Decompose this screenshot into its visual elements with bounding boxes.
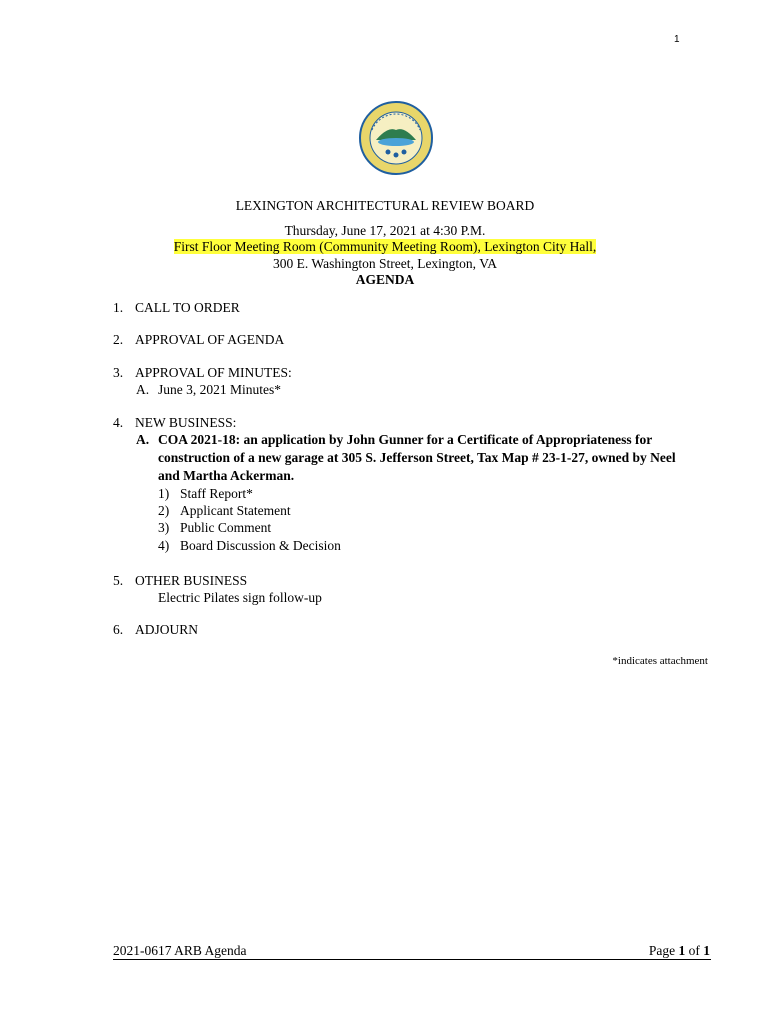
footer-rule: [113, 959, 711, 960]
step-applicant-statement: 2) Applicant Statement: [158, 503, 291, 518]
agenda-label: AGENDA: [355, 272, 415, 287]
meeting-address: 300 E. Washington Street, Lexington, VA: [273, 256, 497, 271]
other-business-entry: Electric Pilates sign follow-up: [158, 590, 322, 605]
attachment-note: *indicates attachment: [612, 655, 708, 667]
step-staff-report: 1) Staff Report*: [158, 486, 253, 501]
step-public-comment: 3) Public Comment: [158, 520, 272, 535]
meeting-location: [0, 239, 770, 255]
footer-page-info: Page 1 of 1: [648, 943, 710, 958]
agenda-item-4: 4. NEW BUSINESS:: [113, 415, 237, 430]
agenda-item-6: 6. ADJOURN: [113, 622, 199, 637]
agenda-item-2: 2. APPROVAL OF AGENDA: [113, 332, 285, 347]
minutes-entry: A. June 3, 2021 Minutes*: [136, 382, 281, 397]
step-board-discussion: 4) Board Discussion & Decision: [158, 538, 341, 553]
coa-application: A. COA 2021-18: an application by John Gunner for a Certificate of Appropriateness for: [136, 432, 653, 447]
coa-line-2: construction of a new garage at 305 S. Jefferson Street, Tax Map # 23-1-27, owned by Neel: [158, 450, 676, 465]
agenda-item-1: 1. CALL TO ORDER: [113, 300, 240, 315]
city-seal-icon: [358, 100, 434, 176]
agenda-item-3: 3. APPROVAL OF MINUTES:: [113, 365, 292, 380]
board-title: LEXINGTON ARCHITECTURAL REVIEW BOARD: [235, 198, 535, 213]
coa-line-3: and Martha Ackerman.: [158, 468, 295, 483]
footer-doc-title: 2021-0617 ARB Agenda: [113, 943, 247, 958]
meeting-date: Thursday, June 17, 2021 at 4:30 P.M.: [284, 223, 486, 238]
page-number: 1: [674, 34, 680, 45]
location-highlight: First Floor Meeting Room (Community Meeting Room), Lexington City Hall,: [173, 239, 597, 254]
agenda-item-5: 5. OTHER BUSINESS: [113, 573, 248, 588]
